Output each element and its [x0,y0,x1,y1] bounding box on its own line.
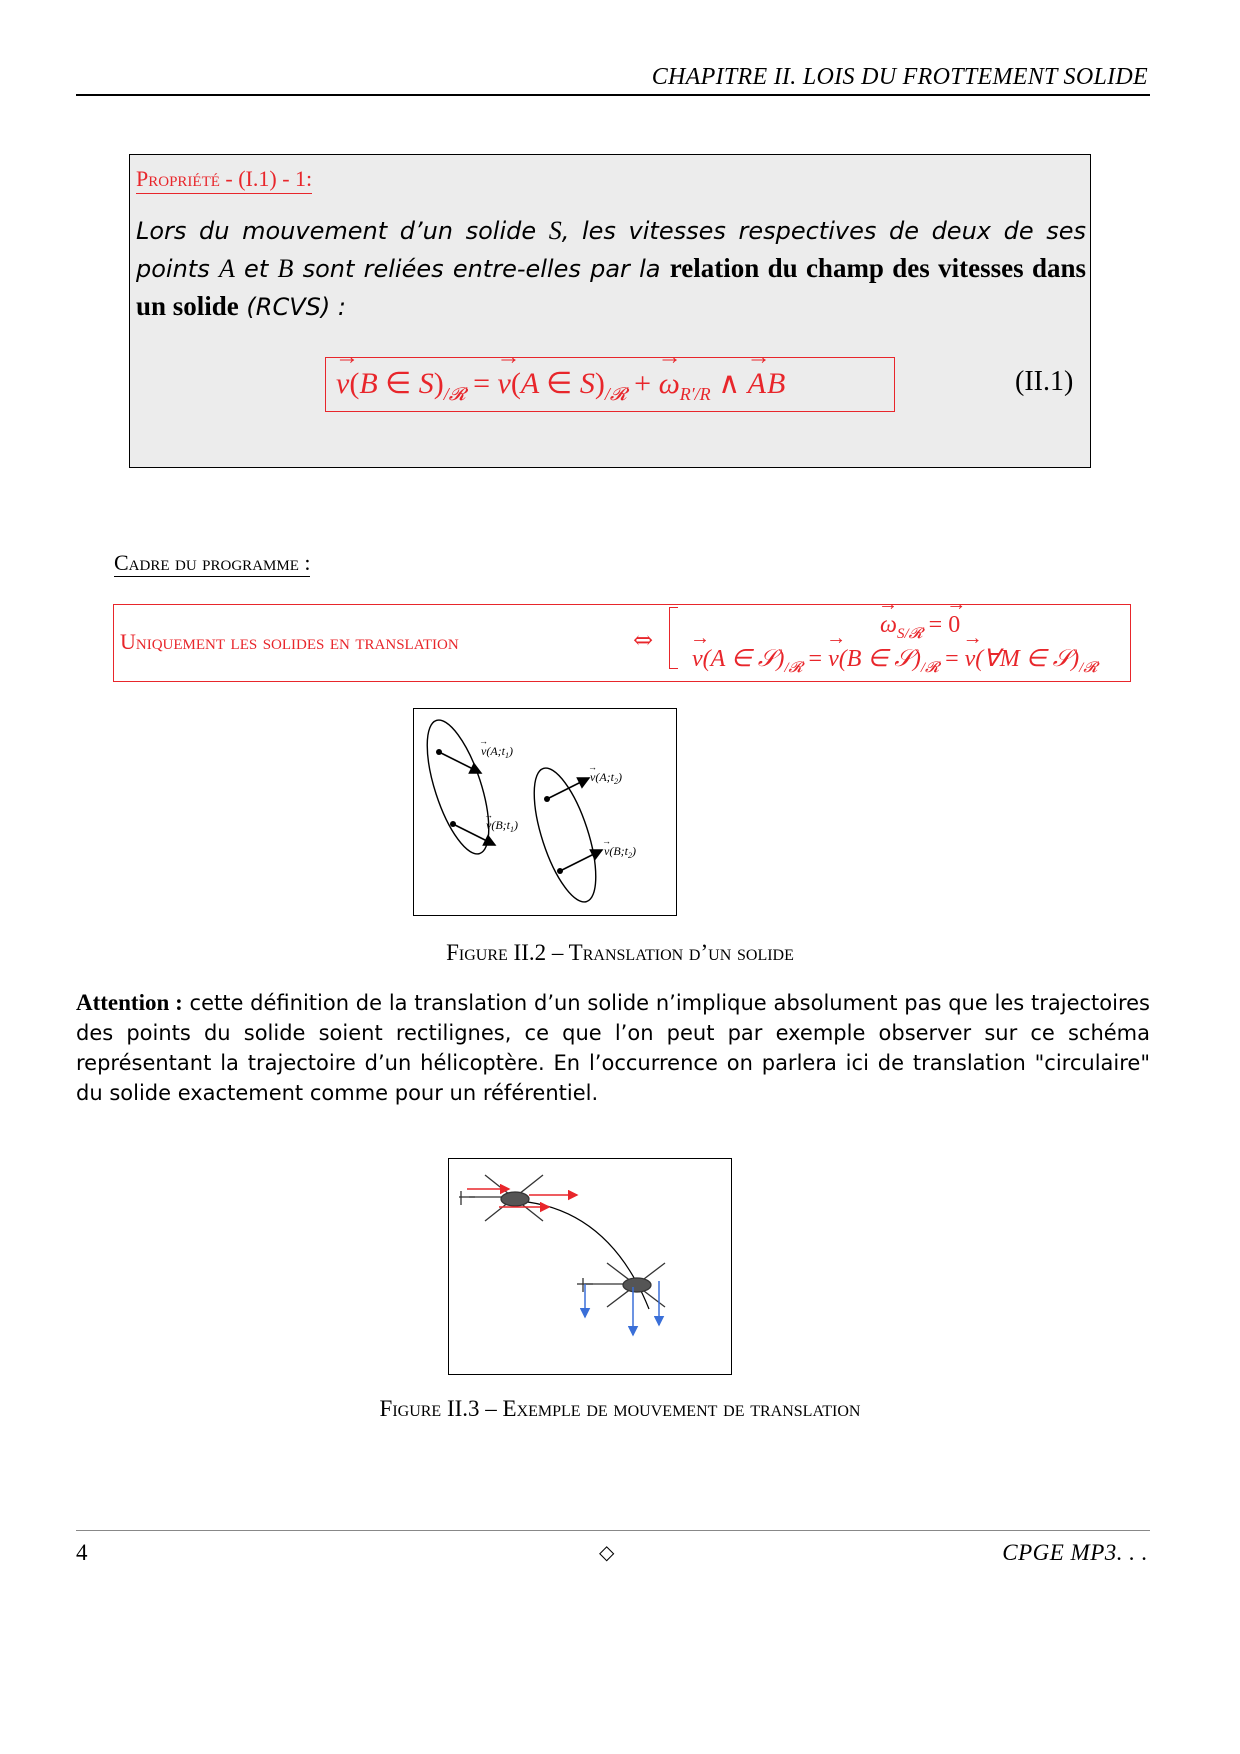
footer-course: CPGE MP3. . . [1002,1540,1148,1565]
equivalence-icon: ⇔ [633,626,654,654]
solid-ellipse-t1 [414,713,501,860]
helicopter-diagram [449,1159,730,1373]
omega-condition: → $\omega_{S/𝓡}$ = → 0 [880,612,960,643]
velocity-condition: → v(A ∈ $𝒮)_{/𝓡}$ = → v(B ∈ $𝒮)_{/𝓡}$ = → v(∀M ∈ $𝒮)_{/𝓡}$ [692,644,1097,677]
footer-rule [76,1530,1150,1531]
label-vA-t1: $v(A;t_1)$ [481,744,513,760]
helicopter-1 [459,1175,543,1221]
rcvs-bold: relation du champ des vitesses dans un solide [136,253,1087,321]
property-text: Lors du mouvement d’un solide S, les vitesses respectives de deux de ses points A et B sont reliées entre-elles par la relation du champ des vitesses dans un solide (RCVS) : [136,216,1087,321]
figure-2-caption: Figure II.2 – Translation d’un solide [446,940,794,965]
chapter-header: CHAPITRE II. LOIS DU FROTTEMENT SOLIDE [651,64,1148,90]
svg-text:→: → [588,762,597,772]
label-vA-t2: $v(A;t_2)$ [590,770,622,786]
svg-text:→: → [479,736,488,746]
svg-text:→: → [484,810,493,820]
page-number: 4 [76,1540,88,1565]
attention-label: Attention : [76,990,183,1015]
figure-3-caption: Figure II.3 – Exemple de mouvement de translation [379,1396,861,1421]
helicopter-2 [577,1263,665,1307]
equation-number: (II.1) [1015,366,1074,397]
label-vB-t2: $v(B;t_2)$ [604,844,636,860]
translation-diagram [414,709,675,914]
header-rule [76,94,1150,96]
svg-text:→: → [602,836,611,846]
cadre-heading: Cadre du programme : [114,550,311,575]
property-title: Propriété - (I.1) - 1: [136,166,312,194]
diamond-icon: ◇ [599,1540,615,1564]
label-vB-t1: $v(B;t_1)$ [486,818,518,834]
figure-translation [413,708,677,916]
translation-label: Uniquement les solides en translation [120,629,459,654]
bracket [669,607,678,669]
rcvs-equation: → v(B ∈ $S)_{/𝓡}$ = → v(A ∈ $S)_{/𝓡}$ + → $\omega_{R'/R}$ ∧ → AB [336,366,786,405]
attention-paragraph: Attention : cette définition de la translation d’un solide n’implique absolument pas que les trajectoires des points du solide soient rectilignes, ce que l’on peut par exemple observer sur ce schéma représentant la trajectoire d’un hélicoptère. En l’occurrence on parlera ici de translation "circulaire" du solide exactement comme pour un référentiel. [76,990,1150,1105]
figure-helicopter [448,1158,732,1375]
